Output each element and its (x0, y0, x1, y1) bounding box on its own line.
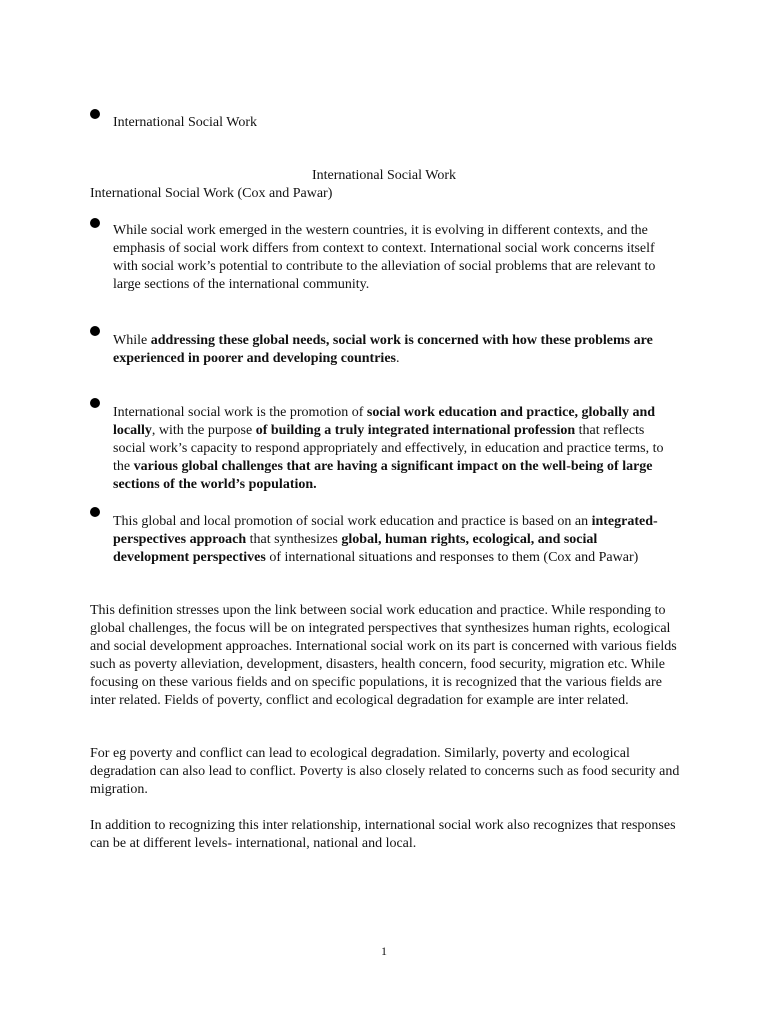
body-paragraph: In addition to recognizing this inter relationship, international social work also recognizes that responses can be at different levels- international, national and local. (90, 818, 676, 851)
bullet-dot-icon (90, 507, 100, 517)
bullet-text (113, 513, 675, 567)
subtitle: International Social Work (Cox and Pawar) (90, 186, 333, 201)
bullet-text (113, 222, 675, 294)
bold-text-run: social work education and practice, globally and locally (113, 405, 656, 438)
body-paragraph: This definition stresses upon the link between social work education and practice. While responding to global challenges, the focus will be on integrated perspectives that synthesizes human rights, ecological and social development approaches. International social work on its part is concerned with various fields such as poverty alleviation, development, disasters, health concern, food security, migration etc. While focusing on these various fields and on specific populations, it is recognized that the various fields are inter related. Fields of poverty, conflict and ecological degradation for example are inter related. (90, 603, 677, 708)
text-run: This global and local promotion of social work education and practice is based on an (113, 514, 592, 529)
text-run: While social work emerged in the western countries, it is evolving in different contexts, and the emphasis of social work differs from context to context. International social work concerns itself with social work’s potential to contribute to the alleviation of social problems that are relevant to large sections of the international community. (113, 223, 656, 292)
body-paragraph: For eg poverty and conflict can lead to ecological degradation. Similarly, poverty and ecological degradation can also lead to conflict. Poverty is also closely related to concerns such as food security and migration. (90, 746, 680, 797)
text-run: International social work is the promotion of (113, 405, 367, 420)
bullet-dot-icon (90, 109, 100, 119)
bold-text-run: global, human rights, ecological, and social development perspectives (113, 532, 598, 565)
bullet-dot-icon (90, 326, 100, 336)
bullet-text (113, 332, 675, 368)
header-bullet-text: International Social Work (113, 115, 258, 130)
text-run: While (113, 333, 151, 348)
text-run: of international situations and responses to them (Cox and Pawar) (265, 550, 639, 565)
bold-text-run: various global challenges that are having a significant impact on the well-being of large sections of the world’s population. (113, 459, 653, 492)
bullet-dot-icon (90, 398, 100, 408)
text-run: that reflects social work’s capacity to respond appropriately and effectively, in education and practice terms, to the (113, 423, 664, 474)
bullet-dot-icon (90, 218, 100, 228)
text-run: , with the purpose (151, 423, 256, 438)
bold-text-run: integrated-perspectives approach (113, 514, 658, 547)
bold-text-run: of building a truly integrated international profession (255, 423, 576, 438)
center-title: International Social Work (311, 168, 457, 183)
bullet-text (113, 404, 675, 494)
text-run: . (395, 351, 400, 366)
page-number: 1 (381, 944, 387, 958)
text-run: that synthesizes (246, 532, 342, 547)
bold-text-run: addressing these global needs, social work is concerned with how these problems are experienced in poorer and developing countries (113, 333, 653, 366)
